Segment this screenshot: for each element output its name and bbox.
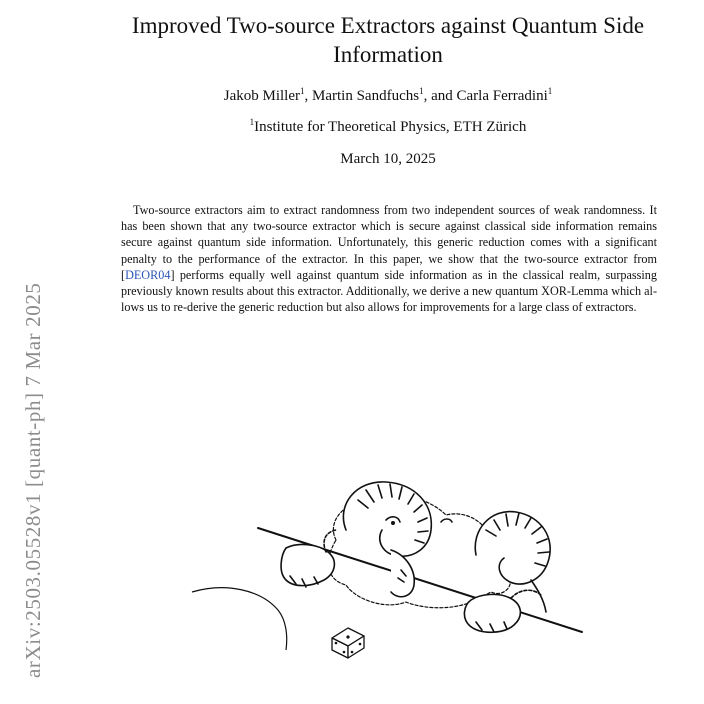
affiliation-mark: 1 <box>249 117 255 127</box>
author-separator: , <box>304 88 313 104</box>
author-name: Martin Sandfuchs <box>312 88 420 104</box>
arxiv-identifier: arXiv:2503.05528v1 [quant-ph] 7 Mar 2025 <box>21 282 45 678</box>
author-name: Carla Ferradini <box>456 88 548 104</box>
affiliation <box>88 117 688 137</box>
citation-link[interactable]: DEOR04 <box>125 267 171 282</box>
dice-icon <box>332 628 364 658</box>
affiliation-mark: 1 <box>547 86 553 96</box>
author-separator: , and <box>423 88 457 104</box>
abstract-text: ] performs equally well against quantum side information as in the classical realm, surpassing previously known results about this extractor. Additionally, we derive a new quantum XOR-Lemma which allows us to re-derive the generic reduction but also allows for improvements for a large class of extractors. <box>121 267 657 315</box>
author-list <box>88 86 688 106</box>
affiliation-mark: 1 <box>300 86 305 96</box>
paper-title: Improved Two-source Extractors against Quantum Side Information <box>131 13 645 67</box>
affiliation-text: Institute for Theoretical Physics, ETH Zürich <box>254 119 527 135</box>
abstract-text: Two-source extractors aim to extract randomness from two independent sources of weak randomness. It has been shown that any two-source extractor which is secure against classical side information remains secure against quantum side information. Unfortunately, this generic reduction comes with a significant penalty to the performance of the extractor. In this paper, we show that the two-source extractor from [ <box>121 203 657 282</box>
abstract <box>121 202 657 315</box>
throw-arc <box>192 588 287 650</box>
ram-illustration <box>186 460 586 665</box>
affiliation-mark: 1 <box>419 86 424 96</box>
author-name: Jakob Miller <box>223 88 301 104</box>
publication-date: March 10, 2025 <box>340 151 436 167</box>
ram-icon <box>258 482 582 632</box>
arxiv-stamp <box>22 190 44 680</box>
